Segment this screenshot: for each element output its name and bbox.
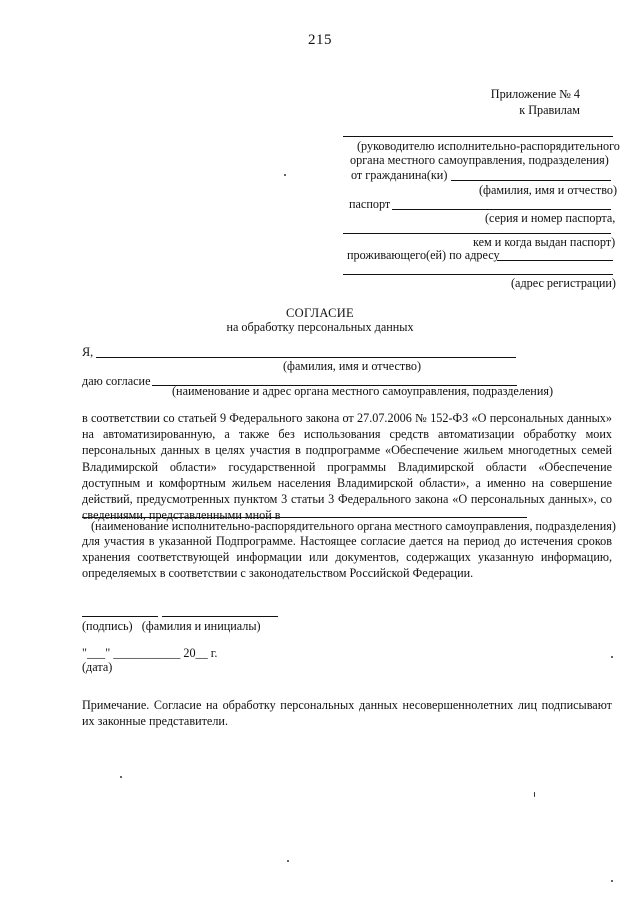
consent-caption: (наименование и адрес органа местного самоуправления, подразделения) xyxy=(172,384,554,398)
passport-line xyxy=(392,209,611,210)
date-caption: (дата) xyxy=(82,660,113,674)
organization-line xyxy=(82,517,527,518)
consent-paragraph: в соответствии со статьей 9 Федерального закона от 27.07.2006 № 152-ФЗ «О персональных данных» на автоматизированную, а также без использования средств автоматизации обработку моих персональных данных в целях участия в подпрограмме «Обеспечение жильем многодетных семей Владимирской области» государственной программы Владимирской области «Обеспечение доступным и комфортным жильем населения Владимирской области», а именно на совершение действий, предусмотренных пунктом 3 статьи 3 Федерального закона «О персональных данных», со сведениями, представленными мной в xyxy=(82,411,612,523)
residing-label: проживающего(ей) по адресу xyxy=(347,248,500,262)
document-subtitle: на обработку персональных данных xyxy=(226,320,414,334)
consent-period-paragraph: для участия в указанной Подпрограмме. Настоящее согласие дается на период до истечения сроков хранения соответствующей информации или документов, содержащих указанную информацию, определяемых в соответствии с законодательством Российской Федерации. xyxy=(82,534,612,581)
appendix-reference xyxy=(470,86,580,119)
passport-caption: (серия и номер паспорта, xyxy=(485,211,616,225)
consent-label: даю согласие xyxy=(82,374,151,388)
addressee-caption-2: органа местного самоуправления, подразделения) xyxy=(350,153,609,167)
i-label: Я, xyxy=(82,345,94,359)
note-paragraph: Примечание. Согласие на обработку персональных данных несовершеннолетних лиц подписывают их законные представители. xyxy=(82,698,612,729)
from-line xyxy=(451,180,611,181)
appendix-line-1: Приложение № 4 xyxy=(490,87,580,101)
scan-speck xyxy=(611,656,613,658)
issued-caption: кем и когда выдан паспорт) xyxy=(473,235,616,249)
from-label: от гражданина(ки) xyxy=(351,168,448,182)
signature-caption: (подпись) (фамилия и инициалы) xyxy=(82,619,261,633)
scan-speck xyxy=(287,860,289,862)
name-line xyxy=(96,357,516,358)
passport-label: паспорт xyxy=(349,197,391,211)
document-title: СОГЛАСИЕ xyxy=(286,306,354,320)
date-line: "___" ___________ 20__ г. xyxy=(82,646,218,660)
scan-speck xyxy=(120,776,122,778)
addressee-caption-1: (руководителю исполнительно-распорядительного xyxy=(357,139,620,153)
scan-speck xyxy=(611,880,613,882)
passport-issued-line xyxy=(343,233,611,234)
page-number: 215 xyxy=(308,32,332,48)
residing-line xyxy=(497,260,613,261)
address-caption: (адрес регистрации) xyxy=(511,276,616,290)
from-caption: (фамилия, имя и отчество) xyxy=(479,183,618,197)
organization-caption: (наименование исполнительно-распорядительного органа местного самоуправления, подразделения) xyxy=(91,519,616,533)
signature-line xyxy=(82,616,158,617)
addressee-line xyxy=(343,136,613,137)
name-caption: (фамилия, имя и отчество) xyxy=(283,359,422,373)
appendix-line-2: к Правилам xyxy=(519,103,580,118)
address-line xyxy=(343,274,613,275)
scan-speck xyxy=(534,792,535,797)
scan-speck xyxy=(284,174,286,176)
signature-name-line xyxy=(162,616,278,617)
